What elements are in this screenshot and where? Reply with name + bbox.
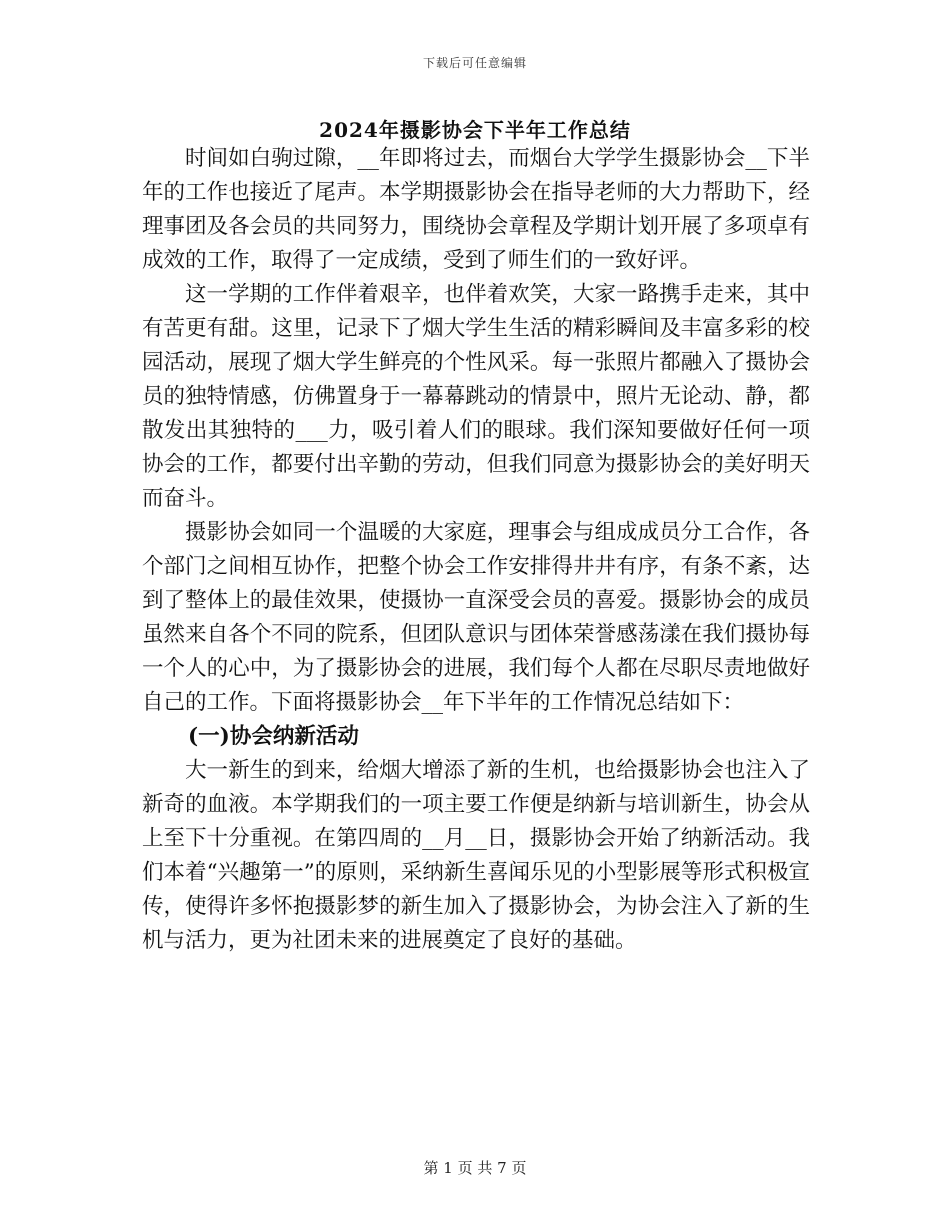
paragraph-intro: 时间如白驹过隙，__年即将过去，而烟台大学学生摄影协会__下半年的工作也接近了尾声。本学期摄影协会在指导老师的大力帮助下，经理事团及各会员的共同努力，围绕协会章程及学期计划开展了多项卓有成效的工作，取得了一定成绩，受到了师生们的一致好评。 bbox=[142, 146, 810, 273]
section-heading-recruitment: (一)协会纳新活动 bbox=[188, 724, 359, 749]
paragraph-teamwork: 摄影协会如同一个温暖的大家庭，理事会与组成成员分工合作，各个部门之间相互协作，把整个协会工作安排得井井有序，有条不紊，达到了整体上的最佳效果，使摄协一直深受会员的喜爱。摄影协会的成员虽然来自各个不同的院系，但团队意识与团体荣誉感荡漾在我们摄协每一个人的心中，为了摄影协会的进展，我们每个人都在尽职尽责地做好自己的工作。下面将摄影协会__年下半年的工作情况总结如下： bbox=[142, 520, 810, 715]
paragraph-semester: 这一学期的工作伴着艰辛，也伴着欢笑，大家一路携手走来，其中有苦更有甜。这里，记录下了烟大学生生活的精彩瞬间及丰富多彩的校园活动，展现了烟大学生鲜亮的个性风采。每一张照片都融入了摄协会员的独特情感，仿佛置身于一幕幕跳动的情景中，照片无论动、静，都散发出其独特的___力，吸引着人们的眼球。我们深知要做好任何一项协会的工作，都要付出辛勤的劳动，但我们同意为摄影协会的美好明天而奋斗。 bbox=[142, 282, 810, 511]
document-title: 2024年摄影协会下半年工作总结 bbox=[319, 118, 631, 142]
paragraph-recruitment: 大一新生的到来，给烟大增添了新的生机，也给摄影协会也注入了新奇的血液。本学期我们的一项主要工作便是纳新与培训新生，协会从上至下十分重视。在第四周的__月__日，摄影协会开始了纳新活动。我们本着“兴趣第一”的原则，采纳新生喜闻乐见的小型影展等形式积极宣传，使得许多怀抱摄影梦的新生加入了摄影协会，为协会注入了新的生机与活力，更为社团未来的进展奠定了良好的基础。 bbox=[142, 758, 810, 953]
page-number: 第 1 页 共 7 页 bbox=[423, 1159, 527, 1177]
document-body bbox=[142, 142, 810, 958]
page-header-note: 下载后可任意编辑 bbox=[422, 56, 527, 70]
